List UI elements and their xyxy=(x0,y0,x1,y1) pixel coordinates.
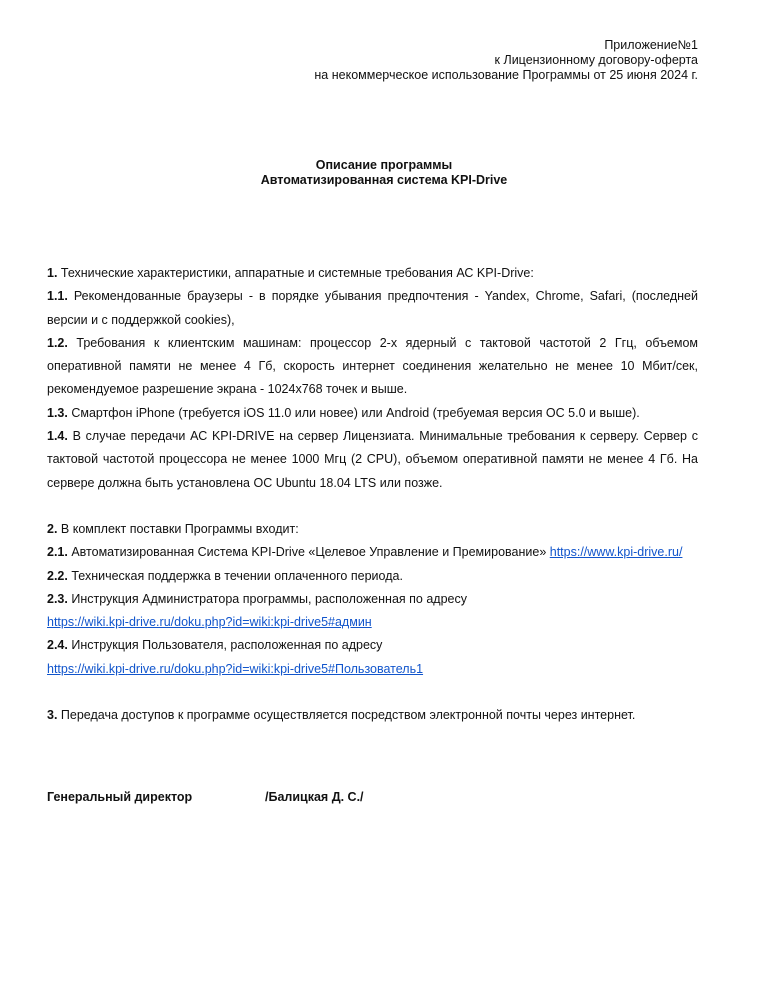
item-number: 1.3. xyxy=(47,405,68,420)
section-text: В комплект поставки Программы входит: xyxy=(57,521,299,536)
item-number: 1.1. xyxy=(47,289,68,304)
item-number: 1.4. xyxy=(47,429,68,444)
item-number: 2.1. xyxy=(47,545,68,560)
section-number: 2. xyxy=(47,521,58,536)
section-number: 3. xyxy=(47,708,58,723)
signature-name: /Балицкая Д. С./ xyxy=(265,790,364,804)
title-line-2: Автоматизированная система KPI-Drive xyxy=(260,173,508,187)
item-1-4 xyxy=(47,425,698,495)
admin-instructions-link[interactable]: https://wiki.kpi-drive.ru/doku.php?id=wiki:kpi-drive5#админ xyxy=(47,615,372,630)
spacer xyxy=(47,681,698,704)
section-number: 1. xyxy=(47,266,58,280)
document-body xyxy=(47,262,698,727)
title-line-1: Описание программы xyxy=(315,158,453,172)
user-instructions-link[interactable]: https://wiki.kpi-drive.ru/doku.php?id=wiki:kpi-drive5#Пользователь1 xyxy=(47,661,424,676)
item-text: Рекомендованные браузеры - в порядке убывания предпочтения - Yandex, Chrome, Safari, (последней версии и с поддержкой cookies), xyxy=(47,289,698,327)
item-text: Инструкция Администратора программы, расположенная по адресу xyxy=(67,591,467,606)
spacer xyxy=(47,495,698,518)
item-text: В случае передачи АС KPI-DRIVE на сервер Лицензиата. Минимальные требования к серверу. Сервер с тактовой частотой процессора не менее 1000 Мгц (2 CPU), объемом оперативной памяти не менее 4 Гб. На сервере должна быть установлена ОС Ubuntu 18.04 LTS или позже. xyxy=(47,429,698,490)
section-text: Передача доступов к программе осуществляется посредством электронной почты через интернет. xyxy=(57,708,636,723)
kpi-drive-site-link[interactable]: https://www.kpi-drive.ru/ xyxy=(549,545,683,560)
item-number: 2.2. xyxy=(47,568,68,583)
item-text: Техническая поддержка в течении оплаченного периода. xyxy=(67,568,403,583)
item-number: 2.3. xyxy=(47,591,68,606)
item-text: Автоматизированная Система KPI-Drive «Целевое Управление и Премирование» xyxy=(67,545,550,560)
item-1-1 xyxy=(47,285,698,332)
item-text: Требования к клиентским машинам: процессор 2-х ядерный с тактовой частотой 2 Ггц, объемом оперативной памяти не менее 4 Гб, скорость интернет соединения желательно не менее 10 Мбит/сек, рекомендуемое разрешение экрана - 1024x768 точек и выше. xyxy=(47,335,698,397)
item-number: 2.4. xyxy=(47,638,68,653)
item-2-4 xyxy=(47,634,698,657)
item-number: 1.2. xyxy=(47,335,68,350)
item-1-2 xyxy=(47,332,698,402)
item-text: Инструкция Пользователя, расположенная по адресу xyxy=(67,638,383,653)
section-3-heading xyxy=(47,704,698,727)
item-2-3 xyxy=(47,588,698,611)
document-title xyxy=(0,158,768,188)
signature-position: Генеральный директор xyxy=(47,790,193,804)
appendix-line-3: на некоммерческое использование Программы от 25 июня 2024 г. xyxy=(314,68,698,82)
section-text: Технические характеристики, аппаратные и системные требования АС KPI-Drive: xyxy=(57,266,534,280)
appendix-line-2: к Лицензионному договору-оферта xyxy=(494,53,698,67)
section-1-heading xyxy=(47,262,698,285)
appendix-header xyxy=(314,38,698,83)
item-2-2 xyxy=(47,565,698,588)
item-text: Смартфон iPhone (требуется iOS 11.0 или новее) или Android (требуемая версия ОС 5.0 и выше). xyxy=(67,405,640,420)
item-2-3-link-line xyxy=(47,611,698,634)
item-2-1 xyxy=(47,541,698,564)
appendix-line-1: Приложение№1 xyxy=(604,38,698,52)
section-2-heading xyxy=(47,518,698,541)
item-2-4-link-line xyxy=(47,658,698,681)
item-1-3 xyxy=(47,402,698,425)
